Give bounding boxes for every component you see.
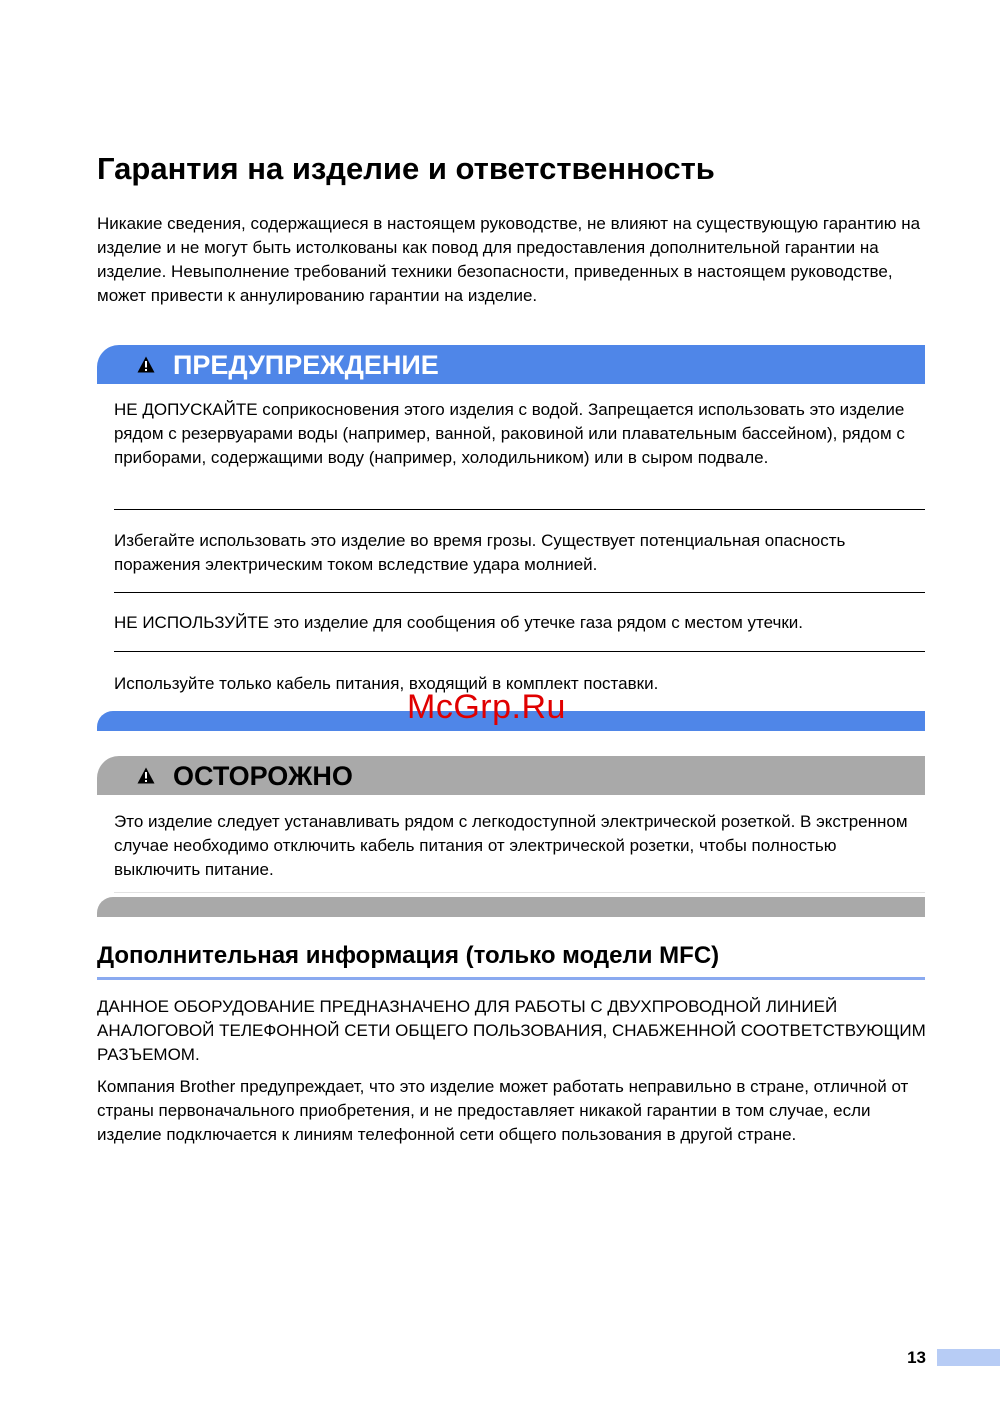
section-underline (97, 977, 925, 980)
warning-item-cable: Используйте только кабель питания, входящий в комплект поставки. (114, 674, 659, 693)
warning-header (97, 345, 925, 384)
page-title: Гарантия на изделие и ответственность (97, 151, 715, 186)
divider (114, 509, 925, 510)
warning-item-water: НЕ ДОПУСКАЙТЕ соприкосновения этого изделия с водой. Запрещается использовать это изделие рядом с резервуарами воды (например, ванной, раковиной или плавательным бассейном), рядом с приборами, содержащими воду (например, холодильником) или в сыром подвале. (114, 400, 905, 467)
warning-triangle-icon (137, 767, 155, 784)
watermark: McGrp.Ru (407, 688, 566, 726)
mfc-paragraph-caps: ДАННОЕ ОБОРУДОВАНИЕ ПРЕДНАЗНАЧЕНО ДЛЯ РАБОТЫ С ДВУХПРОВОДНОЙ ЛИНИЕЙ АНАЛОГОВОЙ ТЕЛЕФОННОЙ СЕТИ ОБЩЕГО ПОЛЬЗОВАНИЯ, СНАБЖЕННОЙ СООТВЕТСТВУЮЩИМ РАЗЪЕМОМ. (97, 997, 926, 1064)
warning-triangle-icon (137, 356, 155, 373)
caution-text: Это изделие следует устанавливать рядом с легкодоступной электрической розеткой. В экстренном случае необходимо отключить кабель питания от электрической розетки, чтобы полностью выключить питание. (114, 812, 908, 879)
divider (114, 592, 925, 593)
warning-heading: ПРЕДУПРЕЖДЕНИЕ (173, 350, 439, 380)
caution-heading: ОСТОРОЖНО (173, 761, 353, 791)
caution-header (97, 756, 925, 795)
divider (114, 892, 925, 893)
page-number: 13 (907, 1348, 926, 1367)
intro-paragraph: Никакие сведения, содержащиеся в настоящем руководстве, не влияют на существующую гарантию на изделие и не могут быть истолкованы как повод для предоставления дополнительной гарантии на изделие. Невыполнение требований техники безопасности, приведенных в настоящем руководстве, может привести к аннулированию гарантии на изделие. (97, 214, 921, 305)
caution-footer-bar (97, 897, 925, 917)
warning-item-gas: НЕ ИСПОЛЬЗУЙТЕ это изделие для сообщения об утечке газа рядом с местом утечки. (114, 613, 804, 632)
divider (114, 651, 925, 652)
section-title: Дополнительная информация (только модели MFC) (97, 942, 720, 969)
mfc-paragraph-brother: Компания Brother предупреждает, что это изделие может работать неправильно в стране, отличной от страны первоначального приобретения, и не предоставляет никакой гарантии в том случае, если изделие подключается к линиям телефонной сети общего пользования в другой стране. (97, 1077, 909, 1144)
warning-item-storm: Избегайте использовать это изделие во время грозы. Существует потенциальная опасность поражения электрическим током вследствие удара молнией. (114, 531, 846, 574)
page-tab-marker (937, 1349, 1000, 1366)
